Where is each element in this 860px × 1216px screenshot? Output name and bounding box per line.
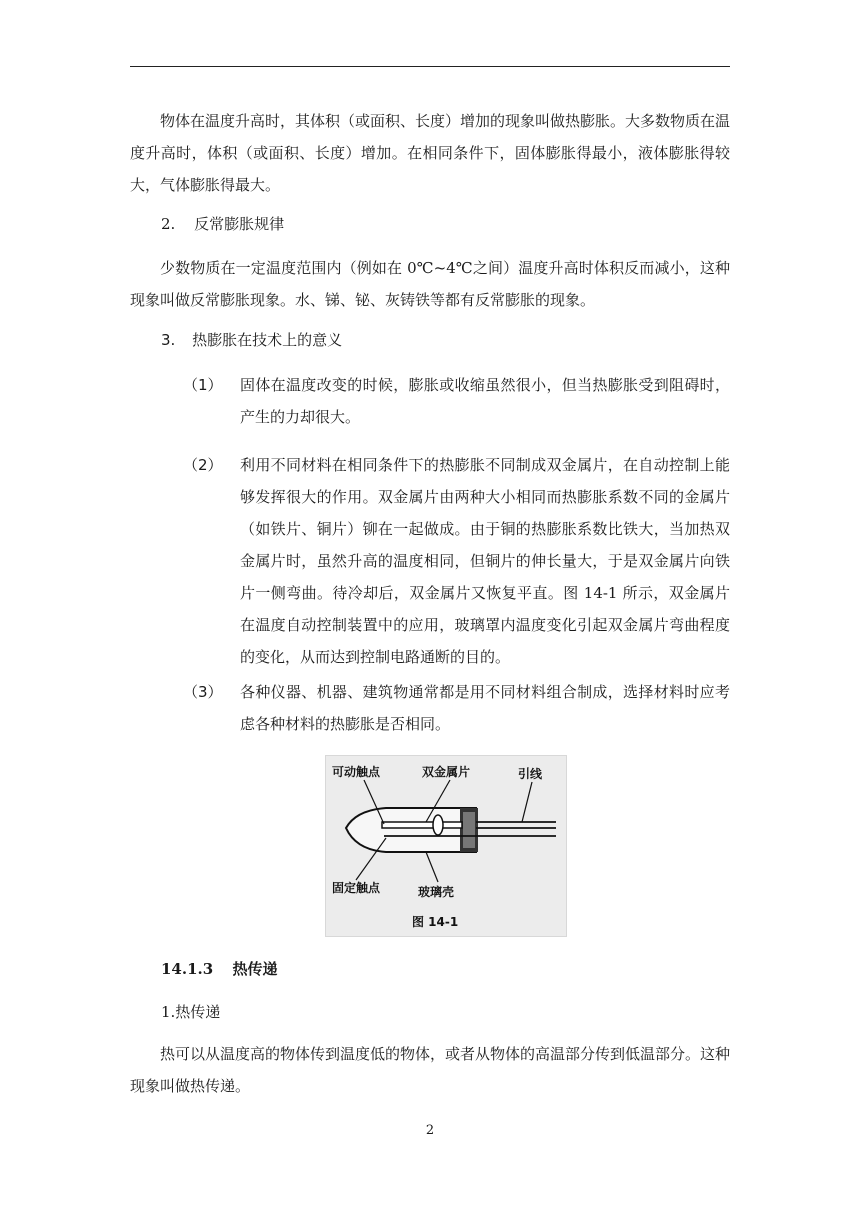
heading-number: 3. [161,331,176,349]
header-rule [130,66,730,67]
leader-lead [522,782,532,822]
heading-text: 反常膨胀规律 [194,215,285,233]
label-fixed-contact: 固定触点 [332,881,381,895]
heading-technical-significance [161,330,342,350]
section-heading [161,959,277,979]
label-movable-contact: 可动触点 [332,765,381,779]
section-title: 热传递 [232,960,278,978]
list-item [183,369,730,433]
subheading-heat-transfer: 1.热传递 [161,1003,221,1021]
heading-number: 2. [161,215,176,233]
list-item-text: 各种仪器、机器、建筑物通常都是用不同材料组合制成，选择材料时应考虑各种材料的热膨胀是否相同。 [240,683,730,733]
list-item-marker: （2） [183,456,223,474]
section-number: 14.1.3 [161,960,214,978]
list-item-marker: （3） [183,683,223,701]
paragraph-heat-transfer: 热可以从温度高的物体传到温度低的物体，或者从物体的高温部分传到低温部分。这种现象叫做热传递。 [130,1045,731,1095]
heading-anomalous-expansion [161,214,284,234]
label-bimetal-strip: 双金属片 [422,765,471,779]
bimetal-strip [382,822,462,828]
page-number: 2 [425,1123,435,1138]
rivet [433,815,443,835]
heading-text: 热膨胀在技术上的意义 [192,331,343,349]
leader-glass [426,852,438,882]
figure-bimetal-thermostat [325,755,567,937]
seal-plug-texture [463,812,475,848]
list-item-marker: （1） [183,376,223,394]
label-lead-wire: 引线 [518,767,543,781]
label-glass-shell: 玻璃壳 [418,885,455,899]
glass-shell-shape [346,808,476,852]
paragraph-thermal-expansion: 物体在温度升高时，其体积（或面积、长度）增加的现象叫做热膨胀。大多数物质在温度升高时，体积（或面积、长度）增加。在相同条件下，固体膨胀得最小，液体膨胀得较大，气体膨胀得最大。 [130,112,731,194]
list-item [183,676,730,740]
list-item-text: 利用不同材料在相同条件下的热膨胀不同制成双金属片，在自动控制上能够发挥很大的作用。双金属片由两种大小相同而热膨胀系数不同的金属片（如铁片、铜片）铆在一起做成。由于铜的热膨胀系数比铁大，当加热双金属片时，虽然升高的温度相同，但铜片的伸长量大，于是双金属片向铁片一侧弯曲。待冷却后，双金属片又恢复平直。图 14-1 所示，双金属片在温度自动控制装置中的应用，玻璃罩内温度变化引起双金属片弯曲程度的变化，从而达到控制电路通断的目的。 [240,456,730,666]
figure-caption: 图 14-1 [412,915,459,929]
bimetal-diagram [326,756,566,936]
list-item [183,449,730,673]
paragraph-anomalous-expansion: 少数物质在一定温度范围内（例如在 0℃~4℃之间）温度升高时体积反而减小，这种现象叫做反常膨胀现象。水、锑、铋、灰铸铁等都有反常膨胀的现象。 [130,259,730,309]
list-item-text: 固体在温度改变的时候，膨胀或收缩虽然很小，但当热膨胀受到阻碍时，产生的力却很大。 [240,376,730,426]
